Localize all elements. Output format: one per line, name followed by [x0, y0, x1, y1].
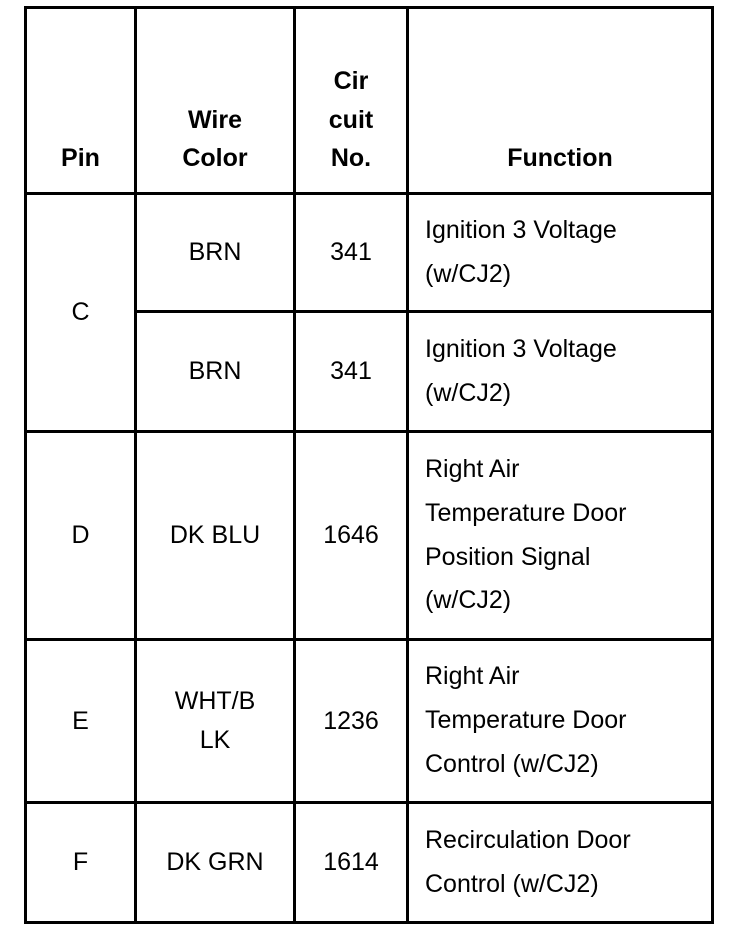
- header-wire-line2: Color: [182, 144, 248, 173]
- pin-cell: D: [26, 432, 136, 640]
- function-cell: [408, 194, 713, 312]
- header-wire-line1: Wire: [188, 105, 242, 134]
- wire-color-cell: BRN: [136, 312, 295, 432]
- wire-color-line: LK: [199, 726, 231, 754]
- function-line: Ignition 3 Voltage: [425, 215, 617, 244]
- connector-pinout-table: [24, 6, 714, 924]
- function-line: (w/CJ2): [425, 259, 512, 288]
- header-function-label: Function: [507, 144, 613, 173]
- pin-cell: C: [26, 194, 136, 432]
- function-line: (w/CJ2): [425, 586, 512, 615]
- header-circuit-line3: No.: [330, 144, 372, 173]
- header-pin: [26, 8, 136, 194]
- table-row: [26, 432, 713, 640]
- circuit-cell: 341: [295, 312, 408, 432]
- header-row: [26, 8, 713, 194]
- function-line: Ignition 3 Voltage: [425, 334, 617, 363]
- function-line: Control (w/CJ2): [425, 869, 599, 898]
- header-circuit-line2: cuit: [328, 105, 374, 134]
- circuit-cell: 1646: [295, 432, 408, 640]
- header-pin-label: Pin: [61, 144, 100, 173]
- wire-color-cell: DK BLU: [136, 432, 295, 640]
- function-cell: [408, 432, 713, 640]
- function-line: Temperature Door: [425, 706, 627, 735]
- wire-color-line: WHT/B: [174, 687, 256, 716]
- table-row: [26, 640, 713, 803]
- function-cell: [408, 803, 713, 923]
- function-line: Right Air: [425, 662, 520, 691]
- header-function: [408, 8, 713, 194]
- pin-cell: F: [26, 803, 136, 923]
- function-cell: [408, 640, 713, 803]
- function-line: (w/CJ2): [425, 378, 512, 407]
- wire-color-cell: [136, 640, 295, 803]
- circuit-cell: 1614: [295, 803, 408, 923]
- pin-cell: E: [26, 640, 136, 803]
- header-circuit-line1: Cir: [333, 66, 369, 95]
- function-cell: [408, 312, 713, 432]
- function-line: Right Air: [425, 455, 520, 483]
- function-line: Temperature Door: [425, 498, 627, 527]
- circuit-cell: 341: [295, 194, 408, 312]
- header-circuit-no: [295, 8, 408, 194]
- function-line: Control (w/CJ2): [425, 749, 599, 778]
- header-wire-color: [136, 8, 295, 194]
- wire-color-cell: DK GRN: [136, 803, 295, 923]
- function-line: Position Signal: [425, 542, 591, 571]
- wire-color-cell: BRN: [136, 194, 295, 312]
- function-line: Recirculation Door: [425, 825, 631, 854]
- table-row: [26, 803, 713, 923]
- circuit-cell: 1236: [295, 640, 408, 803]
- table-row: [26, 194, 713, 312]
